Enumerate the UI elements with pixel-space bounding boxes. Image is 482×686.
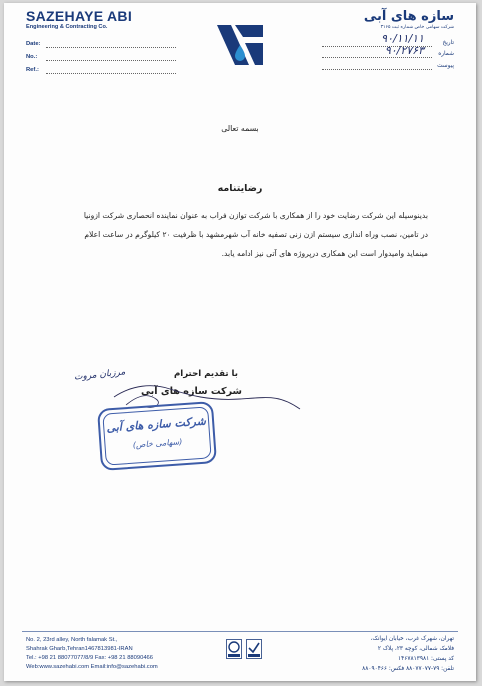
letter-page [4, 3, 476, 681]
footer-address-fa: تهران، شهرک غرب، خیابان ایوانک، فلامک شمالی، کوچه ۲۳، پلاک ۲ کد پستی: ۱۴۶۷۸۱۳۹۸۱ تلفن: ۷۹-۸۸۰۷۷۰۷۷ فکس: ۸۸۰۹۰۴۶۶ [362, 636, 454, 672]
letter-body [48, 206, 428, 263]
footer-address-en: No. 2, 23rd alley, North falamak St., Shahrak Gharb,Tehran1467813981-IRAN Tel.: +98 21 88077077/8/9 Fax: +98 21 88090466 Web:www.sazehabi.com Email:info@sazehabi.com [26, 637, 158, 670]
salutation: بسمه تعالی [221, 124, 259, 133]
date-field-fa: تاریخ [442, 40, 454, 46]
body-line: بدینوسیله این شرکت رضایت خود را از همکاری با شرکت توازن فراب به عنوان نماینده انحصاری شرکت ازونیا [83, 211, 428, 220]
company-stamp [97, 401, 217, 471]
body-line: مینماید وامیدوار است این همکاری درپروژه های آتی نیز ادامه یابد. [221, 249, 428, 258]
stamp-line-2: (سهامی خاص) [132, 437, 183, 450]
company-name-fa: سازه های آبی [363, 9, 454, 24]
company-subtitle-en: Engineering & Contracting Co. [26, 24, 108, 30]
signature-text: مرزبان مروت [73, 367, 126, 383]
number-field-fa: شماره [438, 51, 454, 57]
attachment-field-fa: پیوست [437, 63, 454, 69]
certification-badge-icon [226, 639, 242, 659]
quality-badge-icon [246, 639, 262, 659]
company-subtitle-fa: شرکت سهامی خاص شماره ثبت ۳۱۶۵ [380, 25, 454, 30]
date-field-en: Date: [26, 41, 41, 47]
handwritten-date: ۹۰/۱۱/۱۱ [381, 32, 424, 45]
company-name-en: SAZEHAYE ABI [26, 8, 133, 24]
reference-field-en: Ref.: [26, 67, 39, 73]
body-line: در تامین، نصب وراه اندازی سیستم ازن زنی تصفیه خانه آب شهرمشهد با ظرفیت ۲۰ کیلوگرم در ساعت اعلام [84, 230, 428, 239]
closing-phrase: با تقدیم احترام [173, 369, 238, 379]
handwritten-number: ۹۰/۲۷۶۳ [384, 44, 424, 57]
stamp-line-1: شرکت سازه های آبی [106, 414, 207, 435]
company-logo-icon [215, 23, 265, 67]
signer-company: شرکت سازه های آبی [140, 386, 242, 397]
company-name-fa-block [364, 9, 454, 31]
number-field-en: No.: [26, 54, 37, 60]
footer-divider [22, 631, 458, 632]
company-name-en-block [26, 9, 132, 31]
letter-title: رضایتنامه [217, 183, 263, 194]
